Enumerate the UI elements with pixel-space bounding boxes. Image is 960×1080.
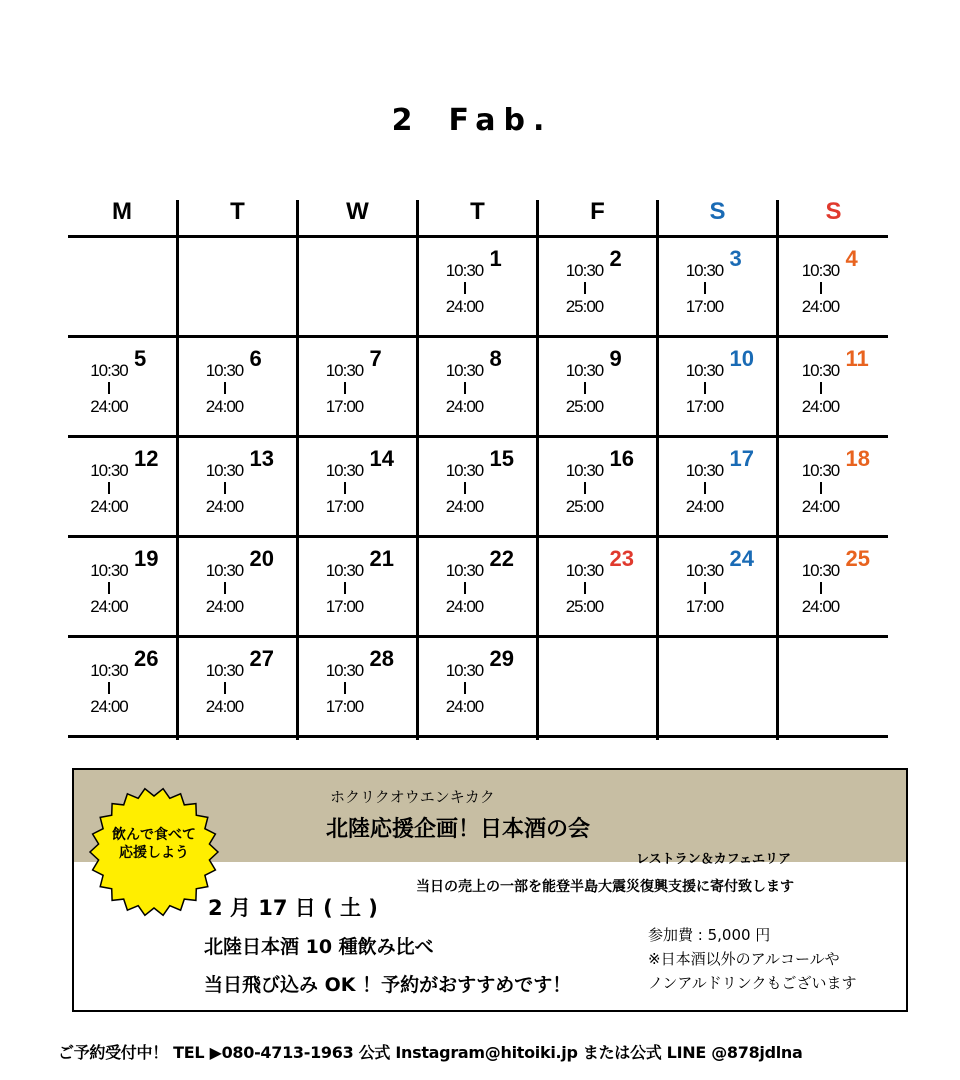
opening-hours [320,462,370,516]
badge-text [88,826,220,862]
day-cell [299,538,416,638]
opening-hours [440,562,490,616]
time-separator [584,382,586,394]
time-separator [108,382,110,394]
day-cell [539,438,656,538]
open-time: 10:30 [565,261,604,280]
day-cell [659,338,776,438]
close-time: 24:00 [90,397,128,416]
open-time: 10:30 [325,561,364,580]
close-time: 25:00 [565,397,604,416]
time-separator [820,582,822,594]
day-number: 24 [729,546,754,571]
day-number: 17 [729,446,754,471]
opening-hours [796,262,846,316]
day-cell [179,338,296,438]
weekday-header: S [825,198,842,225]
opening-hours [560,362,610,416]
month-label: Fab. [448,103,553,138]
day-cell [419,638,536,738]
day-number: 5 [134,346,147,371]
open-time: 10:30 [205,361,244,380]
open-time: 10:30 [565,561,604,580]
badge-line-1: 飲んで食べて [112,827,196,843]
day-cell [659,538,776,638]
opening-hours [440,262,490,316]
close-time: 24:00 [90,697,128,716]
day-cell [779,238,888,338]
opening-hours [84,462,134,516]
opening-hours [200,462,250,516]
open-time: 10:30 [205,661,244,680]
day-cell [659,238,776,338]
close-time: 25:00 [565,497,604,516]
day-number: 8 [489,346,502,371]
day-number: 9 [609,346,622,371]
open-time: 10:30 [445,261,484,280]
opening-hours [320,662,370,716]
day-number: 12 [134,446,159,471]
opening-hours [680,262,730,316]
open-time: 10:30 [90,661,128,680]
open-time: 10:30 [445,661,484,680]
time-separator [584,582,586,594]
open-time: 10:30 [325,361,364,380]
open-time: 10:30 [205,461,244,480]
opening-hours [440,462,490,516]
weekday-header: W [346,198,369,225]
time-separator [704,482,706,494]
day-number: 11 [845,346,869,371]
opening-hours [320,362,370,416]
day-cell [659,438,776,538]
close-time: 24:00 [205,497,244,516]
day-cell [419,438,536,538]
time-separator [344,682,346,694]
day-cell [299,338,416,438]
day-number: 13 [249,446,274,471]
time-separator [464,482,466,494]
open-time: 10:30 [445,461,484,480]
open-time: 10:30 [90,361,128,380]
close-time: 24:00 [205,697,244,716]
day-cell [68,338,176,438]
time-separator [820,282,822,294]
opening-hours [440,662,490,716]
close-time: 24:00 [90,497,128,516]
day-number: 23 [609,546,634,571]
time-separator [704,282,706,294]
time-separator [820,382,822,394]
day-number: 3 [729,246,742,271]
day-number: 25 [845,546,870,571]
close-time: 17:00 [685,297,724,316]
day-cell [779,438,888,538]
weekday-header: M [112,198,132,225]
close-time: 24:00 [801,397,840,416]
opening-hours [560,562,610,616]
close-time: 17:00 [685,397,724,416]
day-cell [419,238,536,338]
open-time: 10:30 [445,561,484,580]
open-time: 10:30 [565,361,604,380]
day-number: 29 [489,646,514,671]
close-time: 24:00 [445,597,484,616]
event-note-2: ノンアルドリンクもございます [648,974,857,992]
close-time: 25:00 [565,297,604,316]
month-number: 2 [391,103,421,138]
time-separator [224,482,226,494]
close-time: 24:00 [445,497,484,516]
close-time: 25:00 [565,597,604,616]
opening-hours [440,362,490,416]
day-number: 27 [249,646,274,671]
open-time: 10:30 [565,461,604,480]
opening-hours [200,562,250,616]
weekday-header: T [470,198,485,225]
time-separator [344,582,346,594]
day-cell [419,538,536,638]
time-separator [464,582,466,594]
day-cell [68,438,176,538]
time-separator [464,682,466,694]
day-cell [539,238,656,338]
open-time: 10:30 [325,661,364,680]
open-time: 10:30 [801,561,840,580]
open-time: 10:30 [445,361,484,380]
opening-hours [84,662,134,716]
day-cell [68,638,176,738]
day-cell [179,438,296,538]
day-cell [299,438,416,538]
day-number: 16 [609,446,634,471]
time-separator [344,482,346,494]
opening-hours [796,562,846,616]
day-number: 1 [489,246,502,271]
event-donation-note: 当日の売上の一部を能登半島大震災復興支援に寄付致します [416,879,794,895]
time-separator [224,682,226,694]
time-separator [108,482,110,494]
time-separator [464,382,466,394]
time-separator [344,382,346,394]
day-number: 18 [845,446,870,471]
close-time: 24:00 [445,297,484,316]
event-title-kana: ホクリクオウエンキカク [330,788,495,806]
day-cell [779,338,888,438]
day-number: 14 [369,446,394,471]
open-time: 10:30 [685,261,724,280]
opening-hours [560,262,610,316]
open-time: 10:30 [325,461,364,480]
day-number: 6 [249,346,262,371]
opening-hours [84,562,134,616]
day-cell [419,338,536,438]
day-cell [299,638,416,738]
opening-hours [200,662,250,716]
time-separator [584,282,586,294]
day-cell [179,638,296,738]
close-time: 17:00 [685,597,724,616]
time-separator [464,282,466,294]
time-separator [224,582,226,594]
weekday-header: S [709,198,726,225]
close-time: 24:00 [205,597,244,616]
day-cell [779,538,888,638]
opening-hours [680,362,730,416]
time-separator [108,582,110,594]
event-walkin: 当日飛び込み OK ！予約がおすすめです！ [204,974,572,996]
opening-hours [560,462,610,516]
open-time: 10:30 [685,561,724,580]
day-cell [539,538,656,638]
close-time: 17:00 [325,697,364,716]
open-time: 10:30 [685,461,724,480]
event-date: 2 月 17 日 ( 土 ) [208,896,378,920]
day-number: 28 [369,646,394,671]
event-title: 北陸応援企画！日本酒の会 [326,817,591,842]
opening-hours [200,362,250,416]
open-time: 10:30 [801,261,840,280]
day-number: 21 [369,546,394,571]
day-cell [68,538,176,638]
opening-hours [320,562,370,616]
reservation-footer: ご予約受付中！ TEL ▶080-4713-1963 公式 Instagram@hitoiki.jp または公式 LINE @878jdlna [58,1043,803,1062]
opening-hours [84,362,134,416]
close-time: 24:00 [90,597,128,616]
close-time: 24:00 [685,497,724,516]
calendar-grid [68,192,888,740]
time-separator [584,482,586,494]
weekday-header: T [230,198,245,225]
opening-hours [796,362,846,416]
close-time: 17:00 [325,397,364,416]
close-time: 24:00 [801,497,840,516]
day-number: 19 [134,546,159,571]
time-separator [704,582,706,594]
close-time: 24:00 [205,397,244,416]
open-time: 10:30 [205,561,244,580]
time-separator [704,382,706,394]
close-time: 24:00 [445,697,484,716]
time-separator [820,482,822,494]
close-time: 24:00 [801,297,840,316]
weekday-header: F [590,198,605,225]
day-number: 22 [489,546,514,571]
open-time: 10:30 [90,461,128,480]
day-number: 15 [489,446,514,471]
day-cell [179,538,296,638]
open-time: 10:30 [90,561,128,580]
day-number: 2 [609,246,622,271]
opening-hours [680,462,730,516]
time-separator [108,682,110,694]
close-time: 24:00 [445,397,484,416]
close-time: 17:00 [325,497,364,516]
calendar-title [0,103,944,138]
day-number: 7 [369,346,382,371]
open-time: 10:30 [685,361,724,380]
time-separator [224,382,226,394]
event-note-1: ※日本酒以外のアルコールや [648,950,840,968]
open-time: 10:30 [801,361,840,380]
event-tasting: 北陸日本酒 10 種飲み比べ [204,936,434,958]
close-time: 17:00 [325,597,364,616]
day-number: 26 [134,646,159,671]
day-cell [539,338,656,438]
badge-line-2: 応援しよう [119,845,189,861]
day-number: 20 [249,546,274,571]
opening-hours [680,562,730,616]
day-number: 4 [845,246,858,271]
event-venue: レストラン＆カフェエリア [636,852,791,867]
close-time: 24:00 [801,597,840,616]
event-fee: 参加費 : 5,000 円 [648,926,771,944]
day-number: 10 [729,346,754,371]
opening-hours [796,462,846,516]
open-time: 10:30 [801,461,840,480]
